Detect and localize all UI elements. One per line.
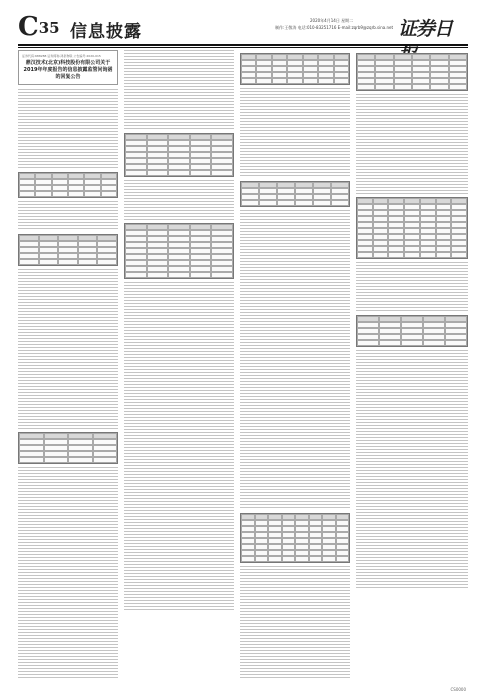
masthead — [18, 14, 468, 44]
section-title: 信息披露 — [70, 22, 142, 42]
body-text — [356, 350, 468, 590]
data-table — [18, 234, 118, 266]
body-text — [124, 180, 234, 220]
page-number: C35 — [18, 12, 60, 42]
masthead-rule-thin — [18, 47, 468, 48]
data-table — [356, 53, 468, 91]
body-text — [356, 94, 468, 194]
masthead-rule — [18, 44, 468, 46]
body-text — [18, 269, 118, 429]
body-text — [124, 50, 234, 130]
column-2 — [124, 50, 234, 680]
data-table — [356, 197, 468, 259]
data-table — [240, 53, 350, 85]
column-1 — [18, 50, 118, 680]
body-text — [240, 210, 350, 510]
newspaper-logo: 证券日 — [398, 18, 453, 40]
column-3 — [240, 50, 350, 680]
article-kicker: 证券代码:688288 证券简称:鸿泉物联 公告编号:2020-015 — [22, 54, 101, 58]
data-table — [240, 181, 350, 207]
data-table — [240, 513, 350, 563]
body-text — [240, 566, 350, 680]
data-table — [356, 315, 468, 347]
data-table — [124, 223, 234, 279]
article-title: 鼎汉技术(北京)科技股份有限公司关于2019年年度报告的信息披露监管问询函的回复公告 — [23, 60, 113, 80]
body-text — [18, 201, 118, 231]
data-table — [18, 432, 118, 464]
body-text — [18, 467, 118, 680]
editor-contact: 制作:王敬涛 电话:010-83251716 E-mail:zqrb9@zqrb.sina.net — [275, 25, 394, 30]
body-text — [124, 282, 234, 612]
data-table — [124, 133, 234, 177]
article-header — [18, 50, 118, 85]
data-table — [18, 172, 118, 198]
body-text — [240, 88, 350, 178]
issue-date: 2020年4月14日 星期二 — [310, 18, 354, 23]
body-text — [18, 89, 118, 169]
column-4 — [356, 50, 468, 680]
body-text — [356, 262, 468, 312]
page-footer: CS0000 — [450, 687, 466, 692]
